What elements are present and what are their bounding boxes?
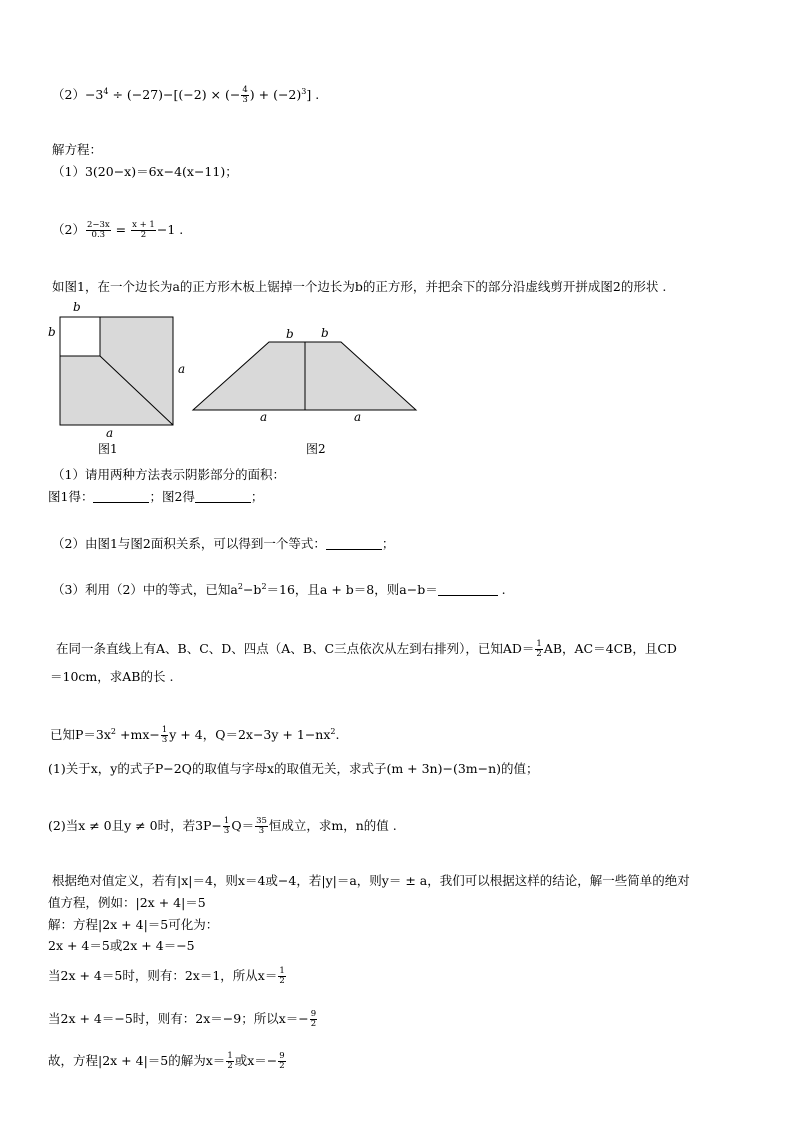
solution-text: 故，方程|2x + 4|＝5的解为x＝ [48, 1053, 226, 1068]
eq-text: （2） [52, 222, 85, 237]
denominator: 2 [279, 976, 285, 986]
geometry-q3 [52, 582, 506, 598]
numerator: x + 1 [132, 220, 155, 230]
question-text: ； [381, 536, 395, 551]
question-text: Q＝ [231, 818, 255, 833]
abs-solution-step4 [48, 1010, 318, 1029]
fig1-removed-square [60, 317, 100, 356]
fraction [241, 86, 248, 105]
problem-text: AB，AC＝4CB，且CD [543, 641, 677, 656]
numerator: 9 [279, 1051, 285, 1061]
abs-intro-line2: 值方程，例如：|2x + 4|＝5 [48, 895, 206, 910]
fig1-label-b-top: b [73, 300, 81, 314]
abs-solution-step3 [48, 967, 287, 986]
exponent: 2 [261, 582, 267, 591]
fraction [131, 221, 156, 240]
pq-question-1: (1)关于x，y的式子P−2Q的取值与字母x的取值无关，求式子(m + 3n)−(3m−n)的值； [48, 761, 539, 776]
fill-text: ； [250, 489, 264, 504]
question-text: （2）由图1与图2面积关系，可以得到一个等式： [52, 536, 326, 551]
fill-text: 图1得： [48, 489, 94, 504]
numerator: 1 [279, 966, 285, 976]
fraction [278, 967, 285, 986]
numerator: 35 [256, 816, 267, 826]
fig1-caption: 图1 [98, 442, 118, 456]
fig1-label-b-left: b [48, 325, 56, 339]
problem-text: +mx− [116, 727, 160, 742]
pq-definition [50, 726, 339, 745]
question-text: （3）利用（2）中的等式，已知a [52, 582, 238, 597]
solution-text: 当2x + 4＝5时，则有：2x＝1，所从x＝ [48, 968, 278, 983]
line-problem [56, 640, 677, 659]
abs-solution-step2: 2x + 4＝5或2x + 4＝−5 [48, 938, 195, 953]
exponent: 4 [103, 87, 109, 96]
fig1-label-a-right: a [178, 362, 186, 376]
fraction [161, 726, 168, 745]
numerator: 1 [223, 816, 230, 826]
geometry-intro: 如图1，在一个边长为a的正方形木板上锯掉一个边长为b的正方形，并把余下的部分沿虚线剪开拼成图2的形状 . [52, 279, 667, 294]
arithmetic-expression [52, 86, 319, 105]
denominator: 2 [310, 1019, 317, 1029]
denominator: 2 [140, 230, 147, 240]
figure-2 [185, 330, 425, 420]
exponent: 2 [330, 727, 336, 736]
problem-text: 已知P＝3x [50, 727, 111, 742]
problem-text: 在同一条直线上有A、B、C、D、四点（A、B、C三点依次从左到右排列），已知AD＝ [56, 641, 535, 656]
geometry-q2 [52, 536, 394, 552]
numerator: 2−3x [86, 220, 110, 230]
expr-text: （2）−3 [52, 87, 104, 102]
answer-blank[interactable] [195, 490, 251, 503]
fill-text: ；图2得 [149, 489, 195, 504]
fraction [310, 1010, 317, 1029]
eq-text: = [111, 222, 131, 237]
eq-text: −1 . [156, 222, 184, 237]
fig2-label-a-left: a [260, 410, 268, 424]
problem-text: y + 4，Q＝2x−3y + 1−nx [169, 727, 331, 742]
question-text: . [497, 582, 506, 597]
problem-text: . [335, 727, 340, 742]
denominator: 0.3 [91, 230, 106, 240]
figure-1 [40, 300, 200, 440]
abs-solution-step1: 解：方程|2x + 4|＝5可化为： [48, 917, 219, 932]
answer-blank[interactable] [326, 537, 382, 550]
fraction [255, 817, 268, 836]
exponent: 2 [237, 582, 243, 591]
numerator: 9 [310, 1009, 317, 1019]
numerator: 1 [161, 725, 168, 735]
fraction [535, 640, 542, 659]
fig2-label-a-right: a [354, 410, 362, 424]
numerator: 4 [242, 85, 248, 95]
fraction [278, 1052, 285, 1071]
abs-solution-conclusion [48, 1052, 287, 1071]
question-text: 恒成立，求m，n的值 . [268, 818, 397, 833]
answer-blank[interactable] [438, 583, 498, 596]
fig2-label-b-right: b [321, 326, 329, 340]
abs-intro-line1: 根据绝对值定义，若有|x|＝4，则x＝4或−4，若|y|＝a，则y＝ ± a，我们可以根据这样的结论，解一些简单的绝对 [52, 873, 690, 888]
geometry-q1: （1）请用两种方法表示阴影部分的面积： [52, 467, 285, 482]
denominator: 2 [536, 649, 542, 659]
denominator: 3 [223, 826, 230, 836]
line-problem-line2: ＝10cm，求AB的长 . [50, 669, 174, 684]
fraction [86, 221, 111, 240]
numerator: 1 [227, 1051, 233, 1061]
equation-2 [52, 221, 183, 240]
denominator: 3 [161, 735, 168, 745]
numerator: 1 [536, 639, 542, 649]
fig1-label-a-bottom: a [106, 426, 114, 440]
equation-1: （1）3(20−x)＝6x−4(x−11)； [52, 164, 238, 179]
denominator: 3 [242, 95, 248, 105]
fig2-caption: 图2 [306, 442, 326, 456]
denominator: 2 [227, 1061, 233, 1071]
expr-text: ] . [306, 87, 320, 102]
fraction [226, 1052, 233, 1071]
solve-heading: 解方程： [52, 142, 103, 157]
fig2-label-b-left: b [286, 327, 294, 341]
question-text: ＝16，且a + b＝8，则a−b＝ [266, 582, 438, 597]
geometry-q1-fill [48, 489, 263, 505]
denominator: 2 [279, 1061, 285, 1071]
expr-text: ÷ (−27)−[(−2) × (− [108, 87, 241, 102]
exponent: 2 [110, 727, 117, 736]
question-text: −b [242, 582, 262, 597]
pq-question-2 [48, 817, 397, 836]
solution-text: 或x＝− [234, 1053, 278, 1068]
solution-text: 当2x + 4＝−5时，则有：2x＝−9；所以x＝− [48, 1011, 309, 1026]
question-text: (2)当x ≠ 0且y ≠ 0时，若3P− [48, 818, 222, 833]
exponent: 3 [301, 87, 307, 96]
fraction [223, 817, 230, 836]
denominator: 3 [258, 826, 265, 836]
answer-blank[interactable] [93, 490, 149, 503]
expr-text: ) + (−2) [249, 87, 302, 102]
